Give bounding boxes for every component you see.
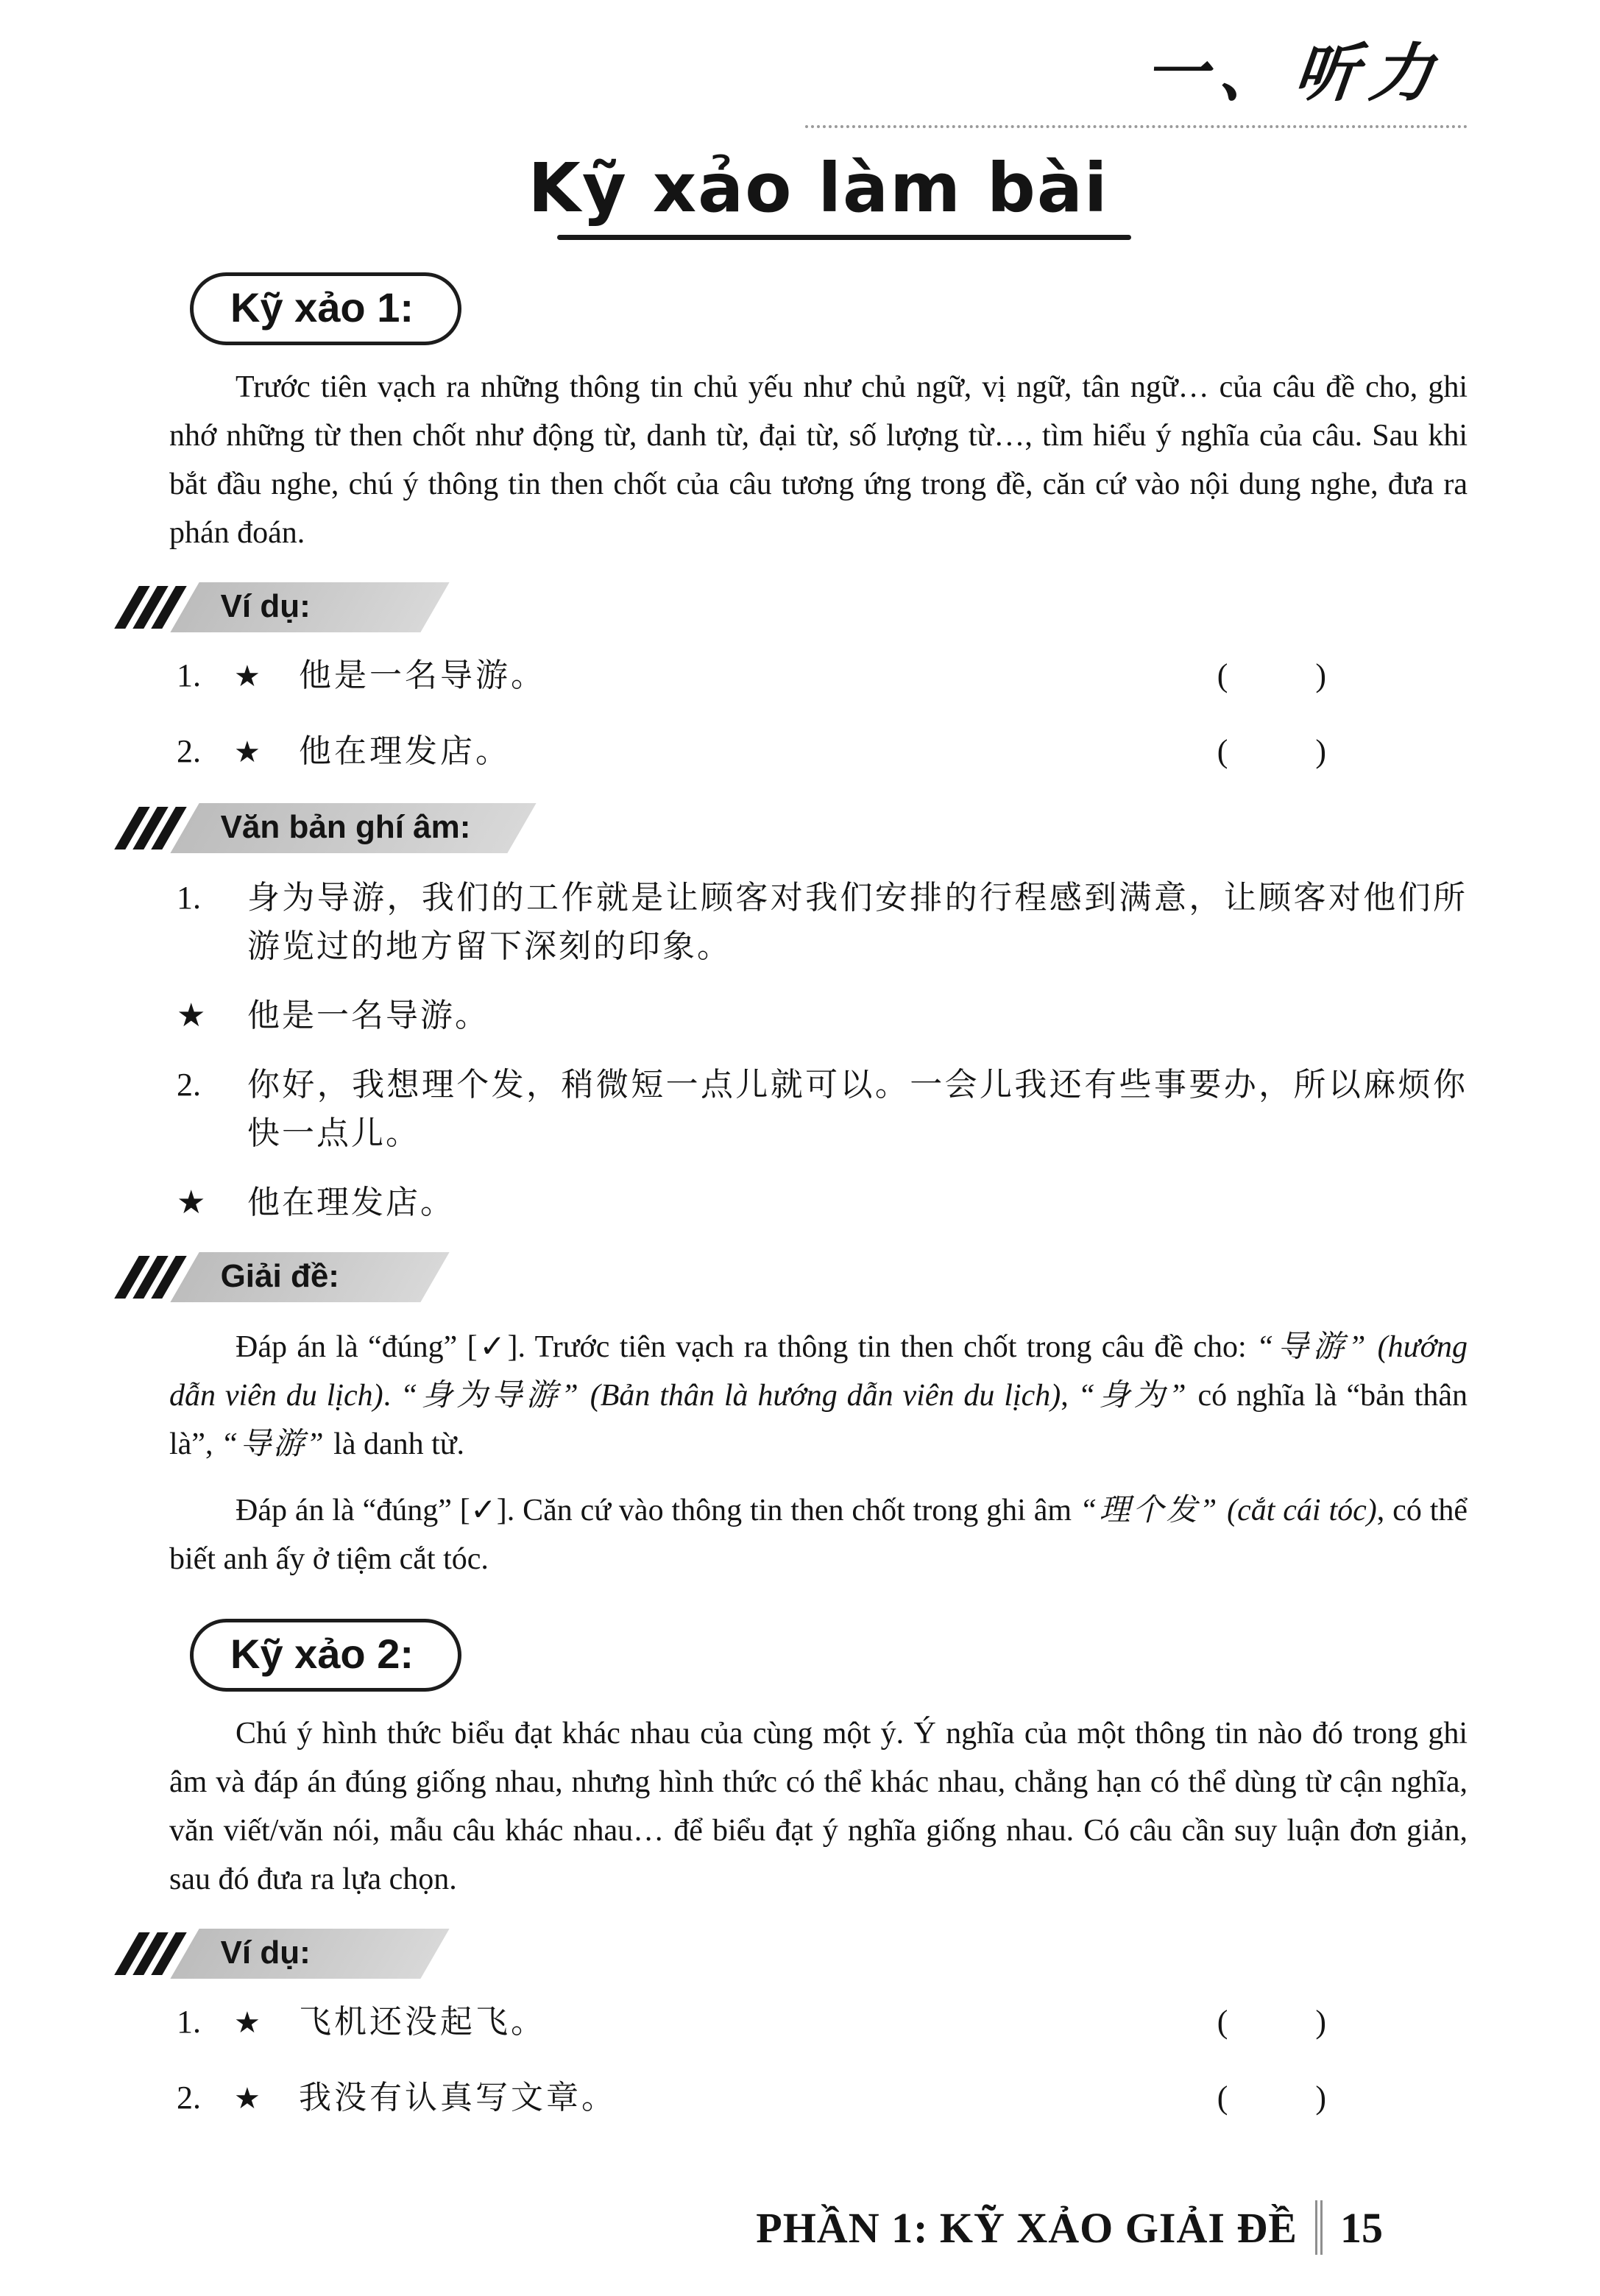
example-row: [177, 1999, 1468, 2046]
skill2-pill: Kỹ xảo 2:: [190, 1619, 461, 1692]
star-icon: ★: [234, 660, 261, 693]
footer-divider: [1315, 2200, 1323, 2255]
answer-blank: ( ): [1217, 2080, 1328, 2116]
solution-paragraph: Đáp án là “đúng” [✓]. Căn cứ vào thông tin then chốt trong ghi âm “理个发” (cắt cái tóc), có thể biết anh ấy ở tiệm cắt tóc.: [169, 1494, 1468, 1576]
example-number: 2.: [177, 733, 201, 769]
chapter-header: [805, 22, 1468, 128]
star-icon: ★: [234, 2006, 261, 2039]
header-shape: [170, 1252, 449, 1302]
stripes-icon: [127, 806, 182, 850]
transcript-number: 2.: [177, 1067, 201, 1103]
page-title-block: [169, 149, 1468, 240]
skill1-pill: Kỹ xảo 1:: [190, 272, 461, 345]
skill1-transcript-header: [127, 805, 1468, 852]
stripes-icon: [127, 1932, 182, 1976]
answer-blank: ( ): [1217, 733, 1328, 769]
transcript-row: [177, 1179, 1468, 1227]
transcript-text: 身为导游，我们的工作就是让顾客对我们安排的行程感到满意，让顾客对他们所游览过的地方留下深刻的印象。: [247, 880, 1468, 964]
star-icon: ★: [177, 1184, 206, 1221]
transcript-text: 你好，我想理个发，稍微短一点儿就可以。一会儿我还有些事要办，所以麻烦你快一点儿。: [247, 1067, 1468, 1151]
star-icon: ★: [234, 2082, 261, 2115]
example-number: 1.: [177, 657, 201, 693]
stripes-icon: [127, 585, 182, 629]
example-text: 我没有认真写文章。: [299, 2080, 617, 2116]
skill1-example-header: [127, 584, 1468, 631]
example-row: [177, 2075, 1468, 2122]
star-icon: ★: [177, 997, 206, 1034]
answer-blank: ( ): [1217, 2004, 1328, 2040]
example-row: [177, 653, 1468, 699]
title-underline: [557, 235, 1131, 240]
answer-blank: ( ): [1217, 657, 1328, 693]
section-header-label: Ví dụ:: [220, 1935, 311, 1971]
example-text: 他是一名导游。: [299, 657, 546, 693]
transcript-number: 1.: [177, 880, 201, 916]
header-shape: [170, 582, 449, 632]
chapter-label: 一、听力: [1141, 38, 1449, 109]
example-row: [177, 729, 1468, 775]
transcript-row: [177, 874, 1468, 971]
header-shape: [170, 1929, 449, 1979]
page-number: 15: [1340, 2203, 1383, 2252]
page-title: Kỹ xảo làm bài: [528, 149, 1109, 227]
skill2-example-header: [127, 1930, 1468, 1977]
example-text: 飞机还没起飞。: [299, 2004, 546, 2040]
example-text: 他在理发店。: [299, 733, 511, 769]
example-number: 2.: [177, 2080, 201, 2116]
page-footer: [756, 2200, 1383, 2255]
transcript-row: [177, 992, 1468, 1040]
footer-section-title: PHẦN 1: KỸ XẢO GIẢI ĐỀ: [756, 2203, 1298, 2252]
star-icon: ★: [234, 735, 261, 769]
transcript-row: [177, 1061, 1468, 1158]
stripes-icon: [127, 1255, 182, 1299]
transcript-text: 他是一名导游。: [247, 997, 489, 1034]
header-shape: [170, 803, 536, 853]
skill2-intro: Chú ý hình thức biểu đạt khác nhau của cùng một ý. Ý nghĩa của một thông tin nào đó trong ghi âm và đáp án đúng giống nhau, nhưng hình thức có thể khác nhau, chẳng hạn có thể dùng từ cận nghĩa, văn viết/văn nói, mẫu câu khác nhau… để biểu đạt ý nghĩa giống nhau. Có câu cần suy luận đơn giản, sau đó đưa ra lựa chọn.: [169, 1717, 1468, 1896]
skill1-intro: Trước tiên vạch ra những thông tin chủ yếu như chủ ngữ, vị ngữ, tân ngữ… của câu đề cho, ghi nhớ những từ then chốt như động từ, danh từ, đại từ, số lượng từ…, tìm hiểu ý nghĩa của câu. Sau khi bắt đầu nghe, chú ý thông tin then chốt của câu tương ứng trong đề, căn cứ vào nội dung nghe, đưa ra phán đoán.: [169, 370, 1468, 550]
example-number: 1.: [177, 2004, 201, 2040]
section-header-label: Ví dụ:: [220, 588, 311, 624]
section-header-label: Giải đề:: [220, 1258, 339, 1294]
solution-paragraph: Đáp án là “đúng” [✓]. Trước tiên vạch ra thông tin then chốt trong câu đề cho: “导游” (hướng dẫn viên du lịch). “身为导游” (Bản thân là hướng dẫn viên du lịch), “身为” có nghĩa là “bản thân là”, “导游” là danh từ.: [169, 1330, 1468, 1461]
transcript-text: 他在理发店。: [247, 1184, 455, 1221]
skill1-solution-header: [127, 1254, 1468, 1301]
section-header-label: Văn bản ghí âm:: [220, 809, 471, 845]
